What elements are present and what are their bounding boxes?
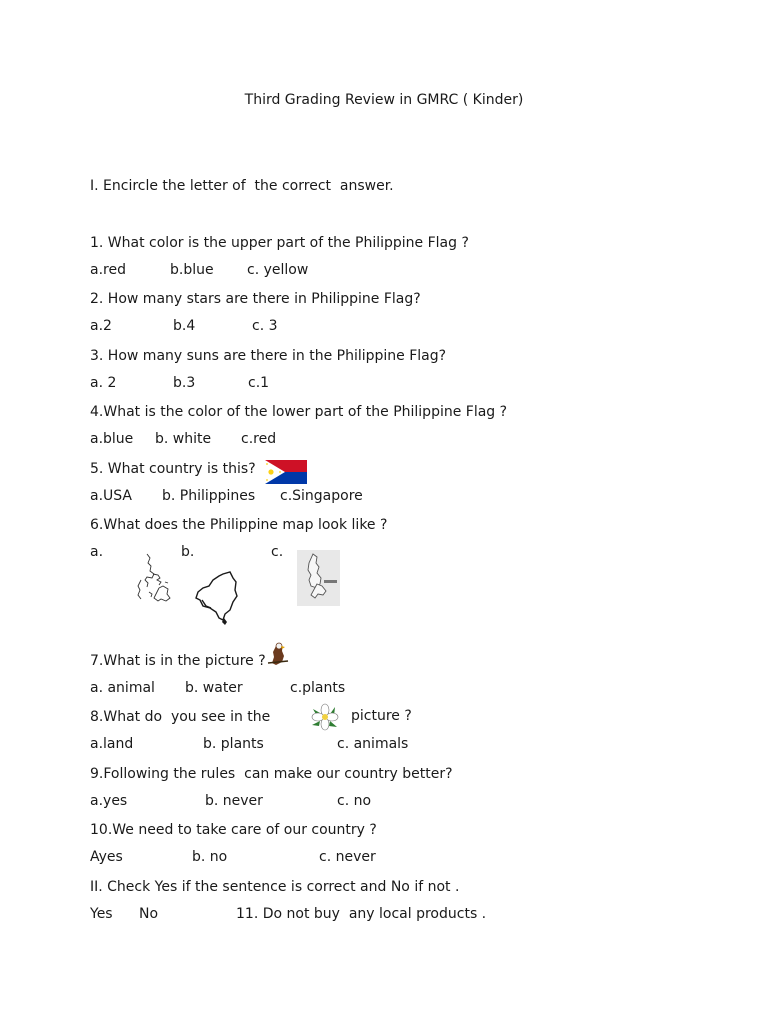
q2-option-a[interactable]: a.2 bbox=[90, 318, 112, 334]
question-9: 9.Following the rules can make our country better? bbox=[90, 766, 453, 782]
q10-option-b[interactable]: b. no bbox=[192, 849, 228, 865]
q8-option-c[interactable]: c. animals bbox=[337, 736, 409, 752]
question-10: 10.We need to take care of our country ? bbox=[90, 822, 377, 838]
page-title: Third Grading Review in GMRC ( Kinder) bbox=[244, 92, 524, 108]
q3-option-c[interactable]: c.1 bbox=[248, 375, 270, 391]
philippine-map-icon bbox=[135, 552, 175, 606]
q8-option-a[interactable]: a.land bbox=[90, 736, 134, 752]
q3-option-b[interactable]: b.3 bbox=[173, 375, 196, 391]
q6-option-a[interactable]: a. bbox=[90, 544, 104, 560]
question-3: 3. How many suns are there in the Philippine Flag? bbox=[90, 348, 447, 364]
question-5: 5. What country is this? bbox=[90, 461, 256, 477]
question-2: 2. How many stars are there in Philippine Flag? bbox=[90, 291, 421, 307]
question-8-end: picture ? bbox=[351, 708, 412, 724]
q7-option-a[interactable]: a. animal bbox=[90, 680, 155, 696]
q4-option-b[interactable]: b. white bbox=[155, 431, 212, 447]
q2-option-b[interactable]: b.4 bbox=[173, 318, 196, 334]
section-2-instruction: II. Check Yes if the sentence is correct and No if not . bbox=[90, 879, 460, 895]
q5-option-c[interactable]: c.Singapore bbox=[280, 488, 363, 504]
q7-option-c[interactable]: c.plants bbox=[290, 680, 346, 696]
philippine-flag-icon bbox=[265, 460, 307, 484]
q3-option-a[interactable]: a. 2 bbox=[90, 375, 117, 391]
question-1: 1. What color is the upper part of the Philippine Flag ? bbox=[90, 235, 469, 251]
q1-option-a[interactable]: a.red bbox=[90, 262, 126, 278]
q9-option-b[interactable]: b. never bbox=[205, 793, 263, 809]
yes-checkbox-label[interactable]: Yes bbox=[90, 906, 113, 922]
q6-option-c[interactable]: c. bbox=[271, 544, 284, 560]
map-photo-icon bbox=[297, 550, 340, 606]
q5-option-b[interactable]: b. Philippines bbox=[162, 488, 256, 504]
q9-option-a[interactable]: a.yes bbox=[90, 793, 128, 809]
q10-option-c[interactable]: c. never bbox=[319, 849, 376, 865]
sampaguita-flower-icon bbox=[309, 701, 341, 733]
question-11: 11. Do not buy any local products . bbox=[236, 906, 487, 922]
section-1-instruction: I. Encircle the letter of the correct answer. bbox=[90, 178, 394, 194]
question-8-start: 8.What do you see in the bbox=[90, 709, 271, 725]
no-checkbox-label[interactable]: No bbox=[139, 906, 159, 922]
country-map-icon bbox=[194, 570, 240, 626]
eagle-icon bbox=[266, 641, 290, 667]
q4-option-c[interactable]: c.red bbox=[241, 431, 277, 447]
q6-option-b[interactable]: b. bbox=[181, 544, 195, 560]
q8-option-b[interactable]: b. plants bbox=[203, 736, 264, 752]
q4-option-a[interactable]: a.blue bbox=[90, 431, 134, 447]
q5-option-a[interactable]: a.USA bbox=[90, 488, 132, 504]
q9-option-c[interactable]: c. no bbox=[337, 793, 372, 809]
q1-option-c[interactable]: c. yellow bbox=[247, 262, 309, 278]
q2-option-c[interactable]: c. 3 bbox=[252, 318, 278, 334]
question-6: 6.What does the Philippine map look like ? bbox=[90, 517, 388, 533]
q1-option-b[interactable]: b.blue bbox=[170, 262, 214, 278]
question-4: 4.What is the color of the lower part of the Philippine Flag ? bbox=[90, 404, 508, 420]
q7-option-b[interactable]: b. water bbox=[185, 680, 243, 696]
question-7: 7.What is in the picture ? bbox=[90, 653, 266, 669]
q10-option-a[interactable]: Ayes bbox=[90, 849, 123, 865]
